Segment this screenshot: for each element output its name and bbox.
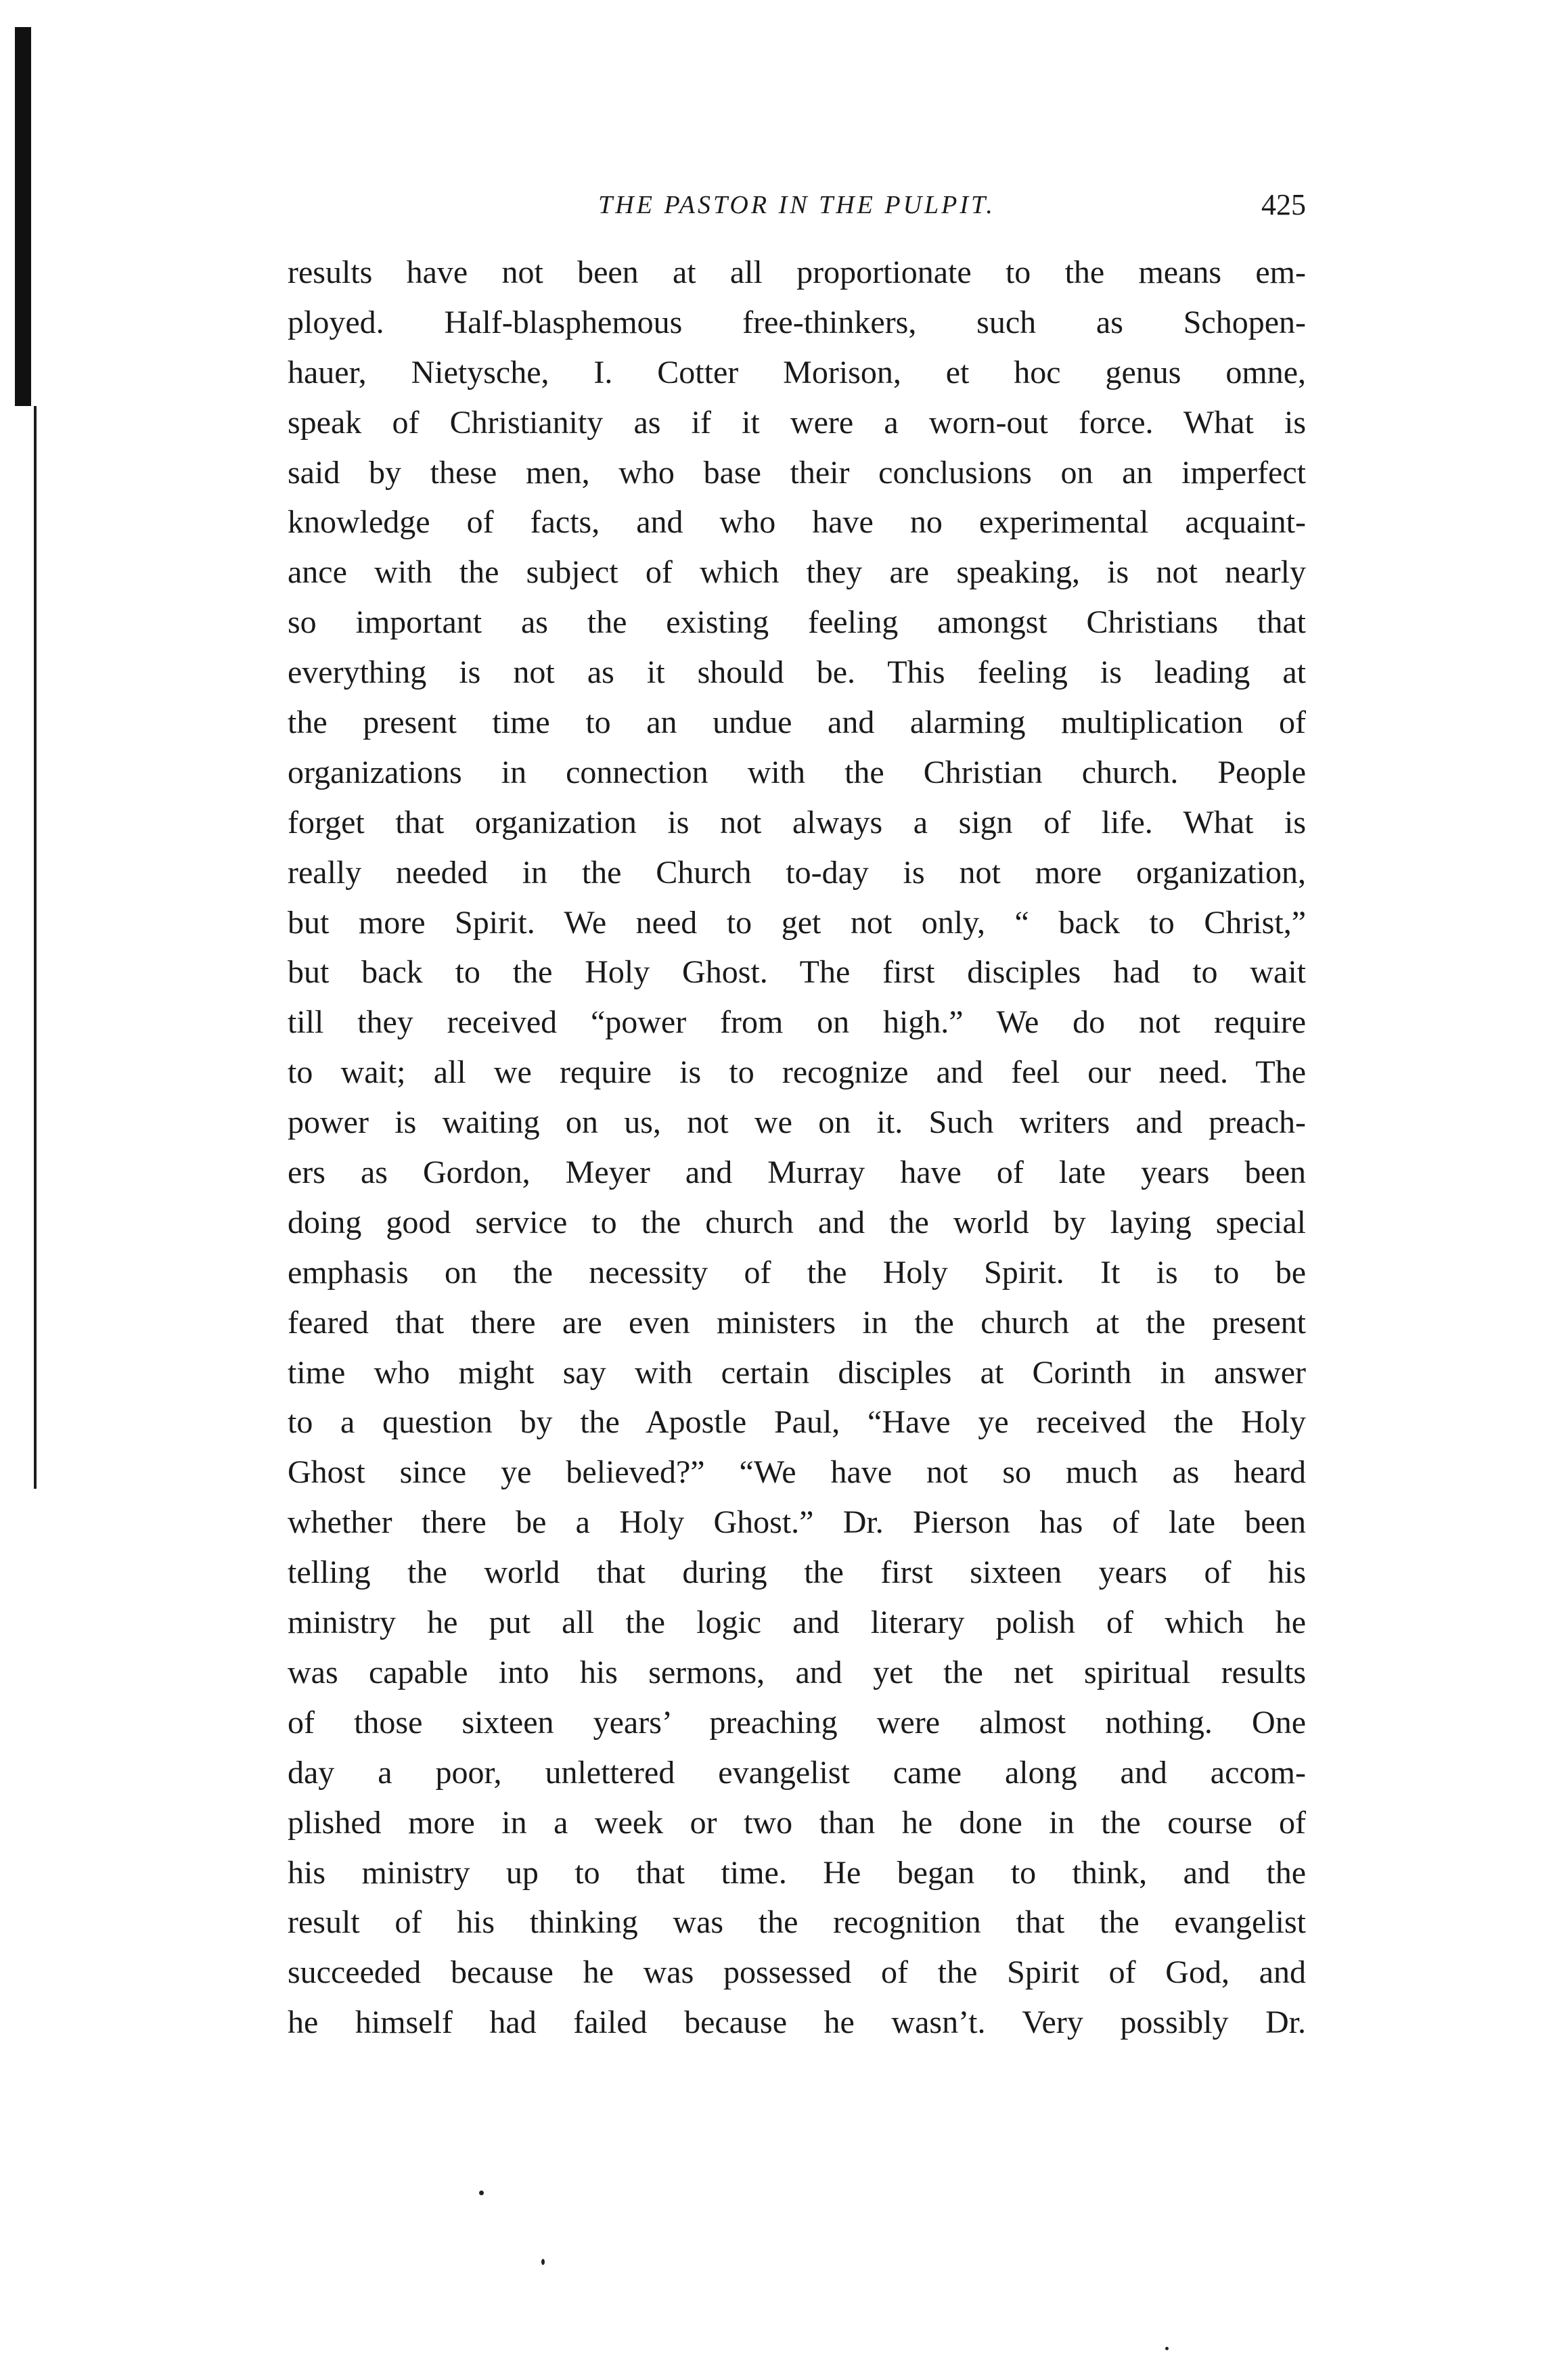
text-line: doing good service to the church and the world by laying special [288, 1204, 1306, 1240]
text-line: ministry he put all the logic and literary polish of which he [288, 1604, 1306, 1641]
text-line: ployed. Half-blasphemous free-thinkers, such as Schopen- [288, 304, 1306, 340]
scan-speck [1165, 2347, 1169, 2350]
text-line: day a poor, unlettered evangelist came along and accom- [288, 1754, 1306, 1791]
scan-edge-line [34, 406, 37, 1489]
body-text [288, 248, 1306, 2048]
running-head: THE PASTOR IN THE PULPIT. [598, 191, 995, 219]
text-line: was capable into his sermons, and yet the net spiritual results [288, 1654, 1306, 1690]
text-line: succeeded because he was possessed of the Spirit of God, and [288, 1954, 1306, 1991]
text-line: results have not been at all proportionate to the means em- [288, 254, 1306, 290]
text-line: said by these men, who base their conclusions on an imperfect [288, 454, 1306, 491]
text-line: plished more in a week or two than he done in the course of [288, 1804, 1306, 1841]
text-line: time who might say with certain disciples at Corinth in answer [288, 1354, 1306, 1391]
text-line: emphasis on the necessity of the Holy Spirit. It is to be [288, 1254, 1306, 1290]
text-line: so important as the existing feeling amongst Christians that [288, 604, 1306, 641]
text-line: hauer, Nietysche, I. Cotter Morison, et hoc genus omne, [288, 354, 1306, 390]
text-line: of those sixteen years’ preaching were almost nothing. One [288, 1704, 1306, 1741]
text-line: ers as Gordon, Meyer and Murray have of late years been [288, 1154, 1306, 1191]
text-line: ance with the subject of which they are speaking, is not nearly [288, 554, 1306, 591]
scan-edge-mark [15, 27, 31, 406]
text-line: really needed in the Church to-day is not more organization, [288, 854, 1306, 891]
text-line: Ghost since ye believed?” “We have not so much as heard [288, 1454, 1306, 1491]
text-line: feared that there are even ministers in the church at the present [288, 1304, 1306, 1341]
text-line: speak of Christianity as if it were a worn-out force. What is [288, 404, 1306, 441]
text-line: his ministry up to that time. He began to think, and the [288, 1854, 1306, 1891]
text-line: knowledge of facts, and who have no experimental acquaint- [288, 504, 1306, 541]
text-line: the present time to an undue and alarming multiplication of [288, 704, 1306, 741]
text-line: to wait; all we require is to recognize and feel our need. The [288, 1054, 1306, 1091]
text-line: but back to the Holy Ghost. The first disciples had to wait [288, 954, 1306, 991]
text-line: organizations in connection with the Christian church. People [288, 754, 1306, 790]
page-header [288, 181, 1306, 229]
text-line: everything is not as it should be. This feeling is leading at [288, 654, 1306, 691]
text-line: power is waiting on us, not we on it. Such writers and preach- [288, 1104, 1306, 1141]
scan-speck [541, 2259, 545, 2265]
text-line: result of his thinking was the recognition that the evangelist [288, 1904, 1306, 1941]
text-line: he himself had failed because he wasn’t. Very possibly Dr. [288, 2004, 1306, 2041]
text-line: till they received “power from on high.” We do not require [288, 1004, 1306, 1041]
text-line: whether there be a Holy Ghost.” Dr. Pierson has of late been [288, 1504, 1306, 1541]
text-line: telling the world that during the first sixteen years of his [288, 1554, 1306, 1591]
text-line: forget that organization is not always a sign of life. What is [288, 804, 1306, 840]
scan-speck [479, 2191, 484, 2195]
text-line: to a question by the Apostle Paul, “Have ye received the Holy [288, 1404, 1306, 1441]
text-line: but more Spirit. We need to get not only, “ back to Christ,” [288, 904, 1306, 941]
page-number: 425 [1261, 188, 1306, 221]
